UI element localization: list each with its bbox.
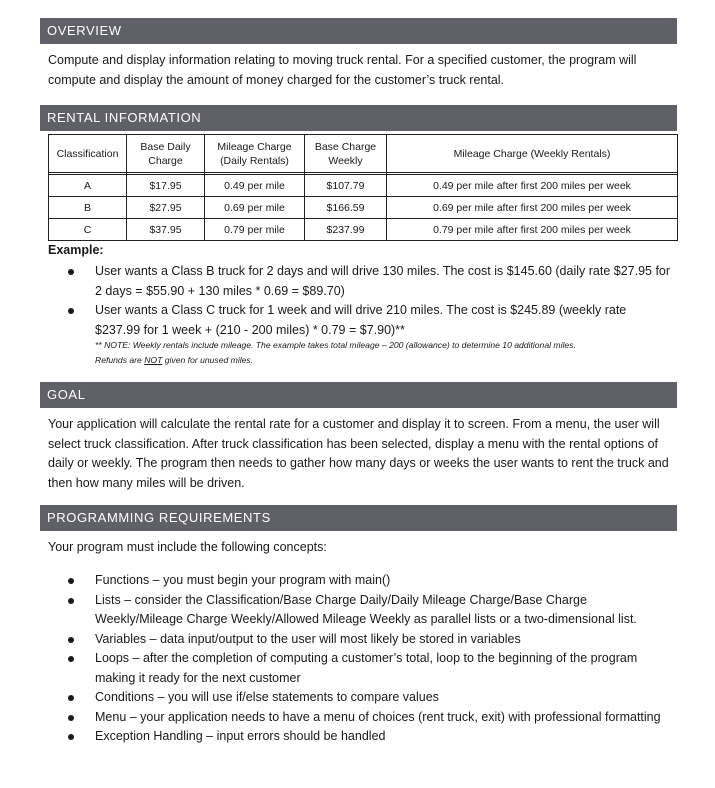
goal-text: Your application will calculate the rental rate for a customer and display it to screen. From a menu, the user will select truck classification. After truck classification has been selected, display a menu with the rental options of daily or weekly. The program then needs to gather how many days or weeks the user wants to rent the truck and then how many miles will be driven. bbox=[48, 417, 669, 490]
list-item: Functions – you must begin your program with main() bbox=[48, 571, 673, 591]
list-item: User wants a Class B truck for 2 days and will drive 130 miles. The cost is $145.60 (daily rate $27.95 for 2 days = $55.90 + 130 miles * 0.69 = $89.70) bbox=[48, 262, 673, 301]
list-item: Variables – data input/output to the user will most likely be stored in variables bbox=[48, 630, 673, 650]
list-item: User wants a Class C truck for 1 week and will drive 210 miles. The cost is $245.89 (weekly rate $237.99 for 1 week + (210 - 200 miles) * 0.79 = $7.90)** bbox=[48, 301, 673, 340]
overview-heading: OVERVIEW bbox=[40, 18, 677, 44]
rental-heading: RENTAL INFORMATION bbox=[40, 105, 677, 131]
bullet-icon bbox=[68, 598, 74, 604]
bullet-icon bbox=[68, 637, 74, 643]
table-cell: 0.69 per mile bbox=[205, 197, 305, 219]
table-row bbox=[49, 219, 678, 241]
bullet-icon bbox=[68, 656, 74, 662]
bullet-icon bbox=[68, 308, 74, 314]
note-line-1: ** NOTE: Weekly rentals include mileage. The example takes total mileage – 200 (allowance) to determine 10 additional miles. bbox=[95, 340, 576, 350]
table-cell: $237.99 bbox=[305, 219, 387, 241]
table-cell: 0.79 per mile after first 200 miles per week bbox=[387, 219, 678, 241]
table-cell: B bbox=[49, 197, 127, 219]
col-header-classification: Classification bbox=[49, 135, 127, 173]
note-line-2: Refunds are NOT given for unused miles. bbox=[95, 355, 254, 365]
col-header-mileage-daily: Mileage Charge (Daily Rentals) bbox=[205, 135, 305, 173]
example-label: Example: bbox=[48, 243, 104, 257]
requirements-list bbox=[48, 571, 673, 747]
list-item: Loops – after the completion of computing a customer’s total, loop to the beginning of the program making it ready for the next customer bbox=[48, 649, 673, 688]
table-cell: $27.95 bbox=[127, 197, 205, 219]
col-header-mileage-weekly: Mileage Charge (Weekly Rentals) bbox=[387, 135, 678, 173]
list-item: Menu – your application needs to have a menu of choices (rent truck, exit) with professional formatting bbox=[48, 708, 673, 728]
bullet-icon bbox=[68, 578, 74, 584]
table-row bbox=[49, 175, 678, 197]
example-note bbox=[95, 338, 675, 368]
bullet-icon bbox=[68, 715, 74, 721]
table-cell: 0.69 per mile after first 200 miles per week bbox=[387, 197, 678, 219]
rental-rates-table bbox=[48, 134, 678, 241]
table-cell: $107.79 bbox=[305, 175, 387, 197]
table-cell: C bbox=[49, 219, 127, 241]
table-cell: 0.79 per mile bbox=[205, 219, 305, 241]
bullet-icon bbox=[68, 695, 74, 701]
list-item: Lists – consider the Classification/Base Charge Daily/Daily Mileage Charge/Base Charge Weekly/Mileage Charge Weekly/Allowed Mileage Weekly as parallel lists or a two-dimensional list. bbox=[48, 591, 673, 630]
col-header-base-weekly: Base Charge Weekly bbox=[305, 135, 387, 173]
overview-text: Compute and display information relating to moving truck rental. For a specified customer, the program will compute and display the amount of money charged for the customer’s truck rental. bbox=[48, 53, 637, 87]
table-cell: $17.95 bbox=[127, 175, 205, 197]
goal-heading: GOAL bbox=[40, 382, 677, 408]
requirements-intro: Your program must include the following concepts: bbox=[48, 540, 327, 554]
table-cell: 0.49 per mile bbox=[205, 175, 305, 197]
example-list bbox=[48, 262, 673, 340]
table-cell: $166.59 bbox=[305, 197, 387, 219]
bullet-icon bbox=[68, 269, 74, 275]
table-row bbox=[49, 197, 678, 219]
bullet-icon bbox=[68, 734, 74, 740]
list-item: Conditions – you will use if/else statements to compare values bbox=[48, 688, 673, 708]
table-cell: A bbox=[49, 175, 127, 197]
list-item: Exception Handling – input errors should be handled bbox=[48, 727, 673, 747]
table-cell: 0.49 per mile after first 200 miles per week bbox=[387, 175, 678, 197]
table-header-row bbox=[49, 135, 678, 173]
requirements-heading: PROGRAMMING REQUIREMENTS bbox=[40, 505, 677, 531]
col-header-base-daily: Base Daily Charge bbox=[127, 135, 205, 173]
table-cell: $37.95 bbox=[127, 219, 205, 241]
